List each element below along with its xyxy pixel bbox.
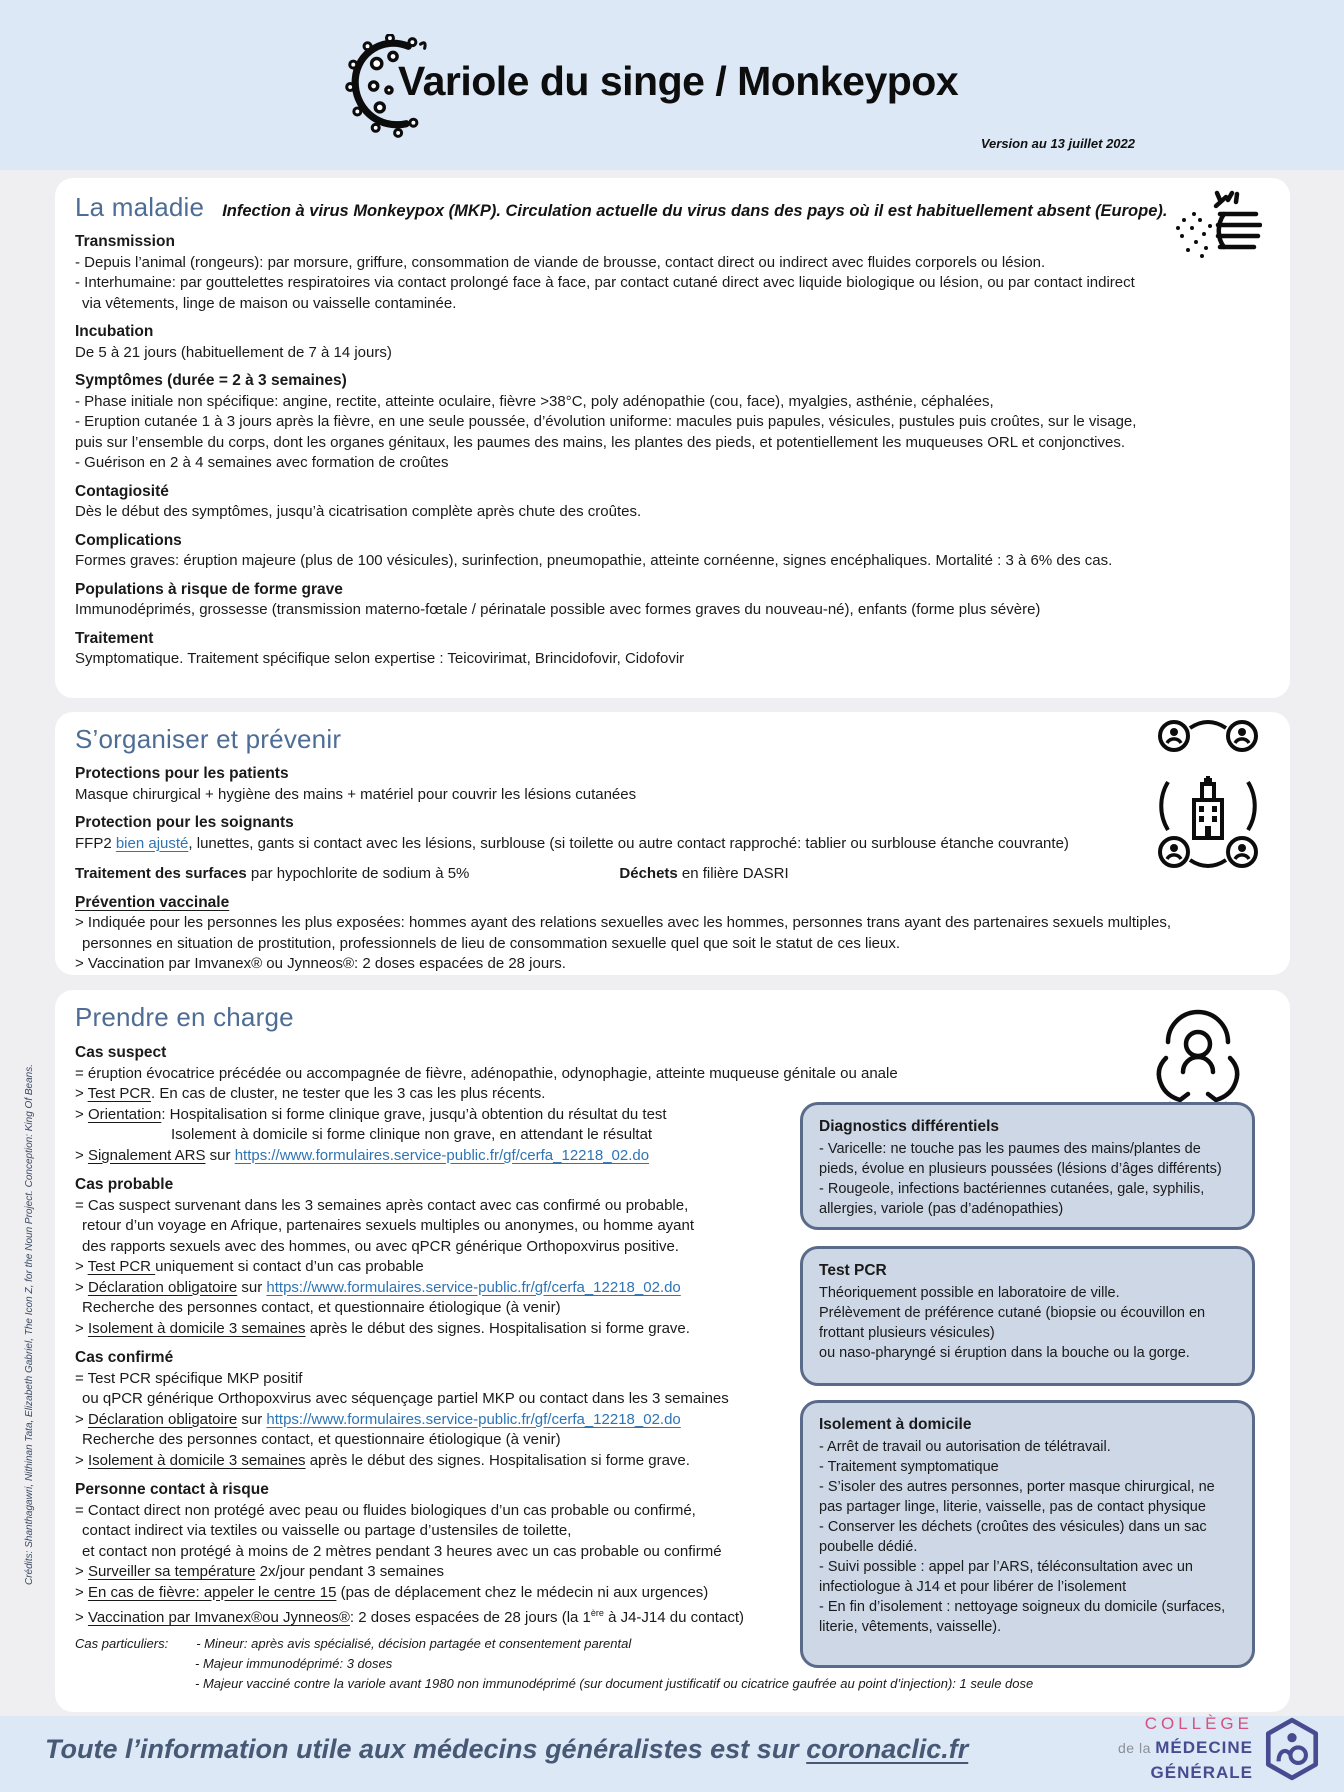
text-segment: Dès le début des symptômes, jusqu’à cicatrisation complète après chute des croûtes. (75, 503, 642, 520)
text-line (75, 433, 1270, 454)
text-segment: Déchets (619, 865, 678, 882)
text-segment: Symptomatique. Traitement spécifique selon expertise : Teicovirimat, Brincidofovir, Cidofovir (75, 650, 685, 667)
organiser-title-row (75, 724, 1270, 756)
text-line (75, 232, 1270, 253)
text-segment: Formes graves: éruption majeure (plus de 100 vésicules), surinfection, pneumopathie, atteinte cornéenne, signes encéphaliques. Mortalité : 3 à 6% des cas. (75, 552, 1113, 569)
text-line: ou naso-pharyngé si éruption dans la bouche ou la gorge. (819, 1345, 1190, 1361)
text-segment: > (75, 1085, 88, 1102)
text-segment: > (75, 1410, 88, 1428)
box-isolement-a-domicile (800, 1400, 1255, 1668)
text-segment: Isolement à domicile 3 semaines (87, 1319, 306, 1337)
section-la-maladie (55, 178, 1290, 698)
text-line (75, 1043, 1270, 1064)
text-line (75, 649, 1270, 670)
text-segment: Déclaration obligatoire (87, 1278, 238, 1296)
text-segment: 2x/jour pendant 3 semaines (255, 1563, 444, 1580)
text-segment: , lunettes, gants si contact avec les lésions, surblouse (si toilette ou autre contact rapproché: tablier ou surblouse étanche couvrante) (188, 834, 1069, 852)
text-line (75, 785, 1270, 806)
text-segment: = Contact direct non protégé avec peau ou fluides biologiques d’un cas probable ou confirmé, (75, 1501, 696, 1519)
section-prendre-en-charge (55, 990, 1290, 1712)
text-line (75, 893, 1270, 914)
text-segment: Orientation (87, 1105, 162, 1123)
box-test-pcr-title: Test PCR (819, 1262, 887, 1279)
text-segment: sur (237, 1278, 267, 1296)
text-segment: Isolement à domicile 3 semaines (87, 1451, 306, 1469)
text-line (75, 273, 1270, 294)
box-test-pcr-content (819, 1283, 1236, 1363)
text-segment: Traitement (75, 629, 154, 647)
text-line (75, 913, 1270, 934)
text-segment: retour d’un voyage en Afrique, partenaires sexuels multiples ou anonymes, ou homme ayant (82, 1217, 695, 1234)
text-segment: en filière DASRI (677, 865, 789, 882)
text-segment: . En cas de cluster, ne tester que les 3 cas les plus récents. (151, 1085, 546, 1102)
charge-title-row (75, 1002, 1270, 1034)
text-segment: > (75, 1319, 88, 1337)
text-segment: et contact non protégé à moins de 2 mètres pendant 3 heures avec un cas probable ou confirmé (82, 1542, 722, 1560)
text-segment: Signalement ARS (87, 1146, 206, 1164)
la-maladie-title-row (75, 192, 1270, 224)
text-line (75, 834, 1270, 855)
text-line (75, 371, 1270, 392)
text-line (75, 1064, 1270, 1085)
text-segment: - Phase initiale non spécifique: angine, rectite, atteinte oculaire, fièvre >38°C, poly adénopathie (cou, face), myalgies, asthénie, céphalées, (75, 392, 994, 410)
text-segment: (pas de déplacement chez le médecin ni aux urgences) (336, 1583, 709, 1601)
footer-message-text: Toute l’information utile aux médecins généralistes est sur (45, 1734, 807, 1764)
text-line (75, 629, 1270, 650)
text-segment: : 2 doses espacées de 28 jours (la 1 (349, 1609, 591, 1626)
text-segment: Déclaration obligatoire (87, 1410, 238, 1428)
page-title: Variole du singe / Monkeypox (398, 58, 959, 104)
cmg-logo-medecine: MÉDECINE (1155, 1738, 1253, 1757)
text-segment: > (75, 1258, 88, 1275)
credits-vertical-text: Crédits: Shanthagawri, Nithinan Tata, Elizabeth Gabriel, The Icon Z, for the Noun Project. Conception: King Of Beans. (24, 1063, 35, 1585)
text-line (75, 322, 1270, 343)
hand-hygiene-icon (1166, 190, 1262, 266)
text-segment: De 5 à 21 jours (habituellement de 7 à 14 jours) (75, 343, 392, 361)
text-line (75, 343, 1270, 364)
text-segment: Complications (75, 531, 182, 549)
text-segment: Prévention vaccinale (75, 893, 230, 911)
text-segment: sur (205, 1146, 235, 1164)
text-segment: Vaccination par Imvanex®ou Jynneos® (87, 1609, 350, 1626)
text-line (75, 813, 1270, 834)
text-line: - S’isoler des autres personnes, porter masque chirurgical, ne pas partager linge, literie, vaisselle, pas de contact physique (819, 1479, 1215, 1515)
text-segment: Protections pour les patients (75, 765, 289, 782)
text-segment: En cas de fièvre: appeler le centre 15 (87, 1583, 337, 1601)
text-segment: Symptômes (durée = 2 à 3 semaines) (75, 372, 347, 389)
version-label: Version au 13 juillet 2022 (980, 136, 1135, 151)
text-line (75, 954, 1270, 975)
text-line (75, 551, 1270, 572)
organiser-title: S’organiser et prévenir (75, 724, 342, 754)
text-line: - Arrêt de travail ou autorisation de télétravail. (819, 1439, 1111, 1455)
text-segment: Recherche des personnes contact, et questionnaire étiologique (à venir) (82, 1431, 561, 1448)
text-segment: = Test PCR spécifique MKP positif (75, 1369, 303, 1387)
text-line (75, 253, 1270, 274)
hyperlink[interactable]: https://www.formulaires.service-public.fr/gf/cerfa_12218_02.do (234, 1146, 650, 1164)
text-line (75, 1674, 1270, 1694)
text-line (75, 764, 1270, 785)
text-line (75, 580, 1270, 601)
hyperlink[interactable]: https://www.formulaires.service-public.fr/gf/cerfa_12218_02.do (266, 1410, 681, 1428)
coronaclic-link[interactable]: coronaclic.fr (806, 1734, 969, 1764)
text-segment: > (75, 1451, 88, 1469)
la-maladie-subtitle: Infection à virus Monkeypox (MKP). Circulation actuelle du virus dans des pays où il est habituellement absent (Europe). (222, 202, 1168, 220)
text-segment: = éruption évocatrice précédée ou accompagnée de fièvre, adénopathie, odynophagie, atteinte muqueuse génitale ou anale (75, 1064, 898, 1082)
text-segment: - Majeur vacciné contre la variole avant 1980 non immunodéprimé (sur document justificatif ou cicatrice gaufrée au point d’injection): 1 seule dose (195, 1675, 1034, 1691)
text-line: - Rougeole, infections bactériennes cutanées, gale, syphilis, allergies, variole (pas d’adénopathies) (819, 1181, 1205, 1217)
text-line: - Conserver les déchets (croûtes des vésicules) dans un sac poubelle dédié. (819, 1519, 1207, 1555)
caring-hands-icon (1146, 1000, 1250, 1118)
text-line: - Suivi possible : appel par l’ARS, téléconsultation avec un infectiologue à J14 et pour libérer de l’isolement (819, 1559, 1193, 1595)
text-segment: - Interhumaine: par gouttelettes respiratoires via contact prolongé face à face, par contact cutané direct avec liquide biologique ou lésion, ou par contact indirect (75, 274, 1135, 291)
text-segment: Cas particuliers: (75, 1635, 169, 1651)
text-segment: Surveiller sa température (87, 1563, 256, 1580)
text-line (75, 600, 1270, 621)
text-segment: > (75, 1583, 88, 1601)
text-segment: des rapports sexuels avec des hommes, ou avec qPCR générique Orthopoxvirus positive. (82, 1237, 679, 1255)
text-segment: Test PCR (87, 1258, 156, 1275)
text-line (75, 531, 1270, 552)
cmg-logo-dela: de la (1118, 1740, 1156, 1756)
section-s-organiser-et-prevenir (55, 712, 1290, 975)
people-network-building-icon (1156, 718, 1260, 870)
text-line: - Traitement symptomatique (819, 1459, 999, 1475)
cmg-logo-text (1033, 1712, 1253, 1785)
organiser-content (75, 764, 1270, 975)
box-isolement-title: Isolement à domicile (819, 1416, 972, 1433)
text-segment: ère (590, 1608, 604, 1618)
text-segment: > (75, 1563, 88, 1580)
cmg-logo-generale: GÉNÉRALE (1150, 1763, 1253, 1782)
hyperlink[interactable]: https://www.formulaires.service-public.fr/gf/cerfa_12218_02.do (266, 1278, 681, 1296)
text-segment: FFP2 (75, 834, 116, 852)
text-segment: sur (237, 1410, 267, 1428)
charge-title: Prendre en charge (75, 1002, 294, 1032)
la-maladie-content (75, 232, 1270, 670)
text-segment: puis sur l’ensemble du corps, dont les organes génitaux, les paumes des mains, les plantes des pieds, et potentiellement les muqueuses ORL et conjonctives. (75, 433, 1126, 451)
text-line: - En fin d’isolement : nettoyage soigneux du domicile (surfaces, literie, vêtements, vaisselle). (819, 1599, 1226, 1635)
text-segment: uniquement si contact d’un cas probable (155, 1258, 424, 1275)
text-segment: Incubation (75, 323, 154, 340)
text-segment: par hypochlorite de sodium à 5% (246, 865, 470, 882)
text-segment: Contagiosité (75, 482, 169, 500)
text-segment: Protection pour les soignants (75, 814, 294, 831)
hyperlink[interactable]: bien ajusté (115, 834, 189, 852)
text-segment: Transmission (75, 233, 175, 250)
footer-message (45, 1734, 968, 1765)
text-segment: Masque chirurgical + hygiène des mains + matériel pour couvrir les lésions cutanées (75, 785, 637, 803)
text-line (75, 294, 1270, 315)
text-segment: à J4-J14 du contact) (603, 1609, 744, 1626)
text-line (75, 482, 1270, 503)
box-diagnostics-content (819, 1139, 1236, 1219)
text-segment: Traitement des surfaces (75, 865, 247, 882)
text-segment: Recherche des personnes contact, et questionnaire étiologique (à venir) (82, 1299, 561, 1316)
cmg-logo-college: COLLÈGE (1144, 1714, 1253, 1733)
text-line: Prélèvement de préférence cutané (biopsie ou écouvillon en frottant plusieurs vésicules) (819, 1305, 1206, 1341)
text-segment: - Eruption cutanée 1 à 3 jours après la fièvre, en une seule poussée, d’évolution uniforme: macules puis papules, vésicules, pustules puis croûtes, sur le visage, (75, 413, 1137, 430)
text-segment: > Vaccination par Imvanex® ou Jynneos®: 2 doses espacées de 28 jours. (75, 955, 566, 972)
text-segment: Personne contact à risque (75, 1481, 269, 1498)
text-segment: > (75, 1105, 88, 1123)
text-segment: = Cas suspect survenant dans les 3 semaines après contact avec cas confirmé ou probable, (75, 1196, 689, 1214)
text-segment: - Guérison en 2 à 4 semaines avec formation de croûtes (75, 454, 449, 471)
text-segment: - Depuis l’animal (rongeurs): par morsure, griffure, consommation de viande de brousse, contact direct ou indirect avec fluides corporels ou lésion. (75, 253, 1046, 271)
text-segment: personnes en situation de prostitution, professionnels de lieu de consommation sexuelle quel que soit le statut de ces lieux. (82, 934, 900, 952)
text-segment: via vêtements, linge de maison ou vaisselle contaminée. (82, 294, 457, 312)
text-segment: Immunodéprimés, grossesse (transmission materno-fœtale / périnatale possible avec formes graves du nouveau-né), enfants (forme plus sévère) (75, 601, 1041, 618)
text-line: Théoriquement possible en laboratoire de ville. (819, 1285, 1120, 1301)
cmg-logo-line2 (1033, 1736, 1253, 1761)
text-line: - Varicelle: ne touche pas les paumes des mains/plantes de pieds, évolue en plusieurs poussées (lésions d’âges différents) (819, 1141, 1222, 1177)
text-line (75, 864, 1270, 885)
text-segment: après le début des signes. Hospitalisation si forme grave. (305, 1319, 690, 1337)
text-segment: Cas probable (75, 1176, 174, 1193)
text-line (75, 502, 1270, 523)
text-segment: Test PCR (87, 1085, 152, 1102)
text-segment: > (75, 1278, 88, 1296)
text-segment: - Majeur immunodéprimé: 3 doses (195, 1655, 393, 1671)
text-line (75, 412, 1270, 433)
box-diagnostics-title: Diagnostics différentiels (819, 1118, 1000, 1135)
la-maladie-title: La maladie (75, 192, 205, 222)
text-line (75, 453, 1270, 474)
cmg-hexagon-person-icon (1262, 1716, 1322, 1782)
text-line (75, 934, 1270, 955)
box-diagnostics-differentiels (800, 1102, 1255, 1230)
text-segment: > Indiquée pour les personnes les plus exposées: hommes ayant des relations sexuelles avec les hommes, personnes trans ayant des partenaires sexuels multiples, (75, 914, 1172, 931)
text-line (75, 392, 1270, 413)
text-segment: - Mineur: après avis spécialisé, décision partagée et consentement parental (196, 1635, 632, 1651)
text-segment: contact indirect via textiles ou vaisselle ou partage d’ustensiles de toilette, (82, 1522, 572, 1539)
text-segment: > (75, 1146, 88, 1164)
text-segment: Isolement à domicile si forme clinique non grave, en attendant le résultat (171, 1126, 653, 1143)
text-segment: ou qPCR générique Orthopoxvirus avec séquençage partiel MKP ou contact dans les 3 semaines (82, 1390, 729, 1407)
text-segment: > (75, 1609, 88, 1626)
text-segment: Cas confirmé (75, 1349, 174, 1366)
box-test-pcr (800, 1246, 1255, 1386)
text-segment: après le début des signes. Hospitalisation si forme grave. (305, 1451, 690, 1469)
text-segment: Populations à risque de forme grave (75, 580, 343, 598)
box-isolement-content (819, 1437, 1236, 1637)
text-segment: : Hospitalisation si forme clinique grave, jusqu’à obtention du résultat du test (161, 1105, 667, 1123)
text-segment: Cas suspect (75, 1044, 167, 1061)
